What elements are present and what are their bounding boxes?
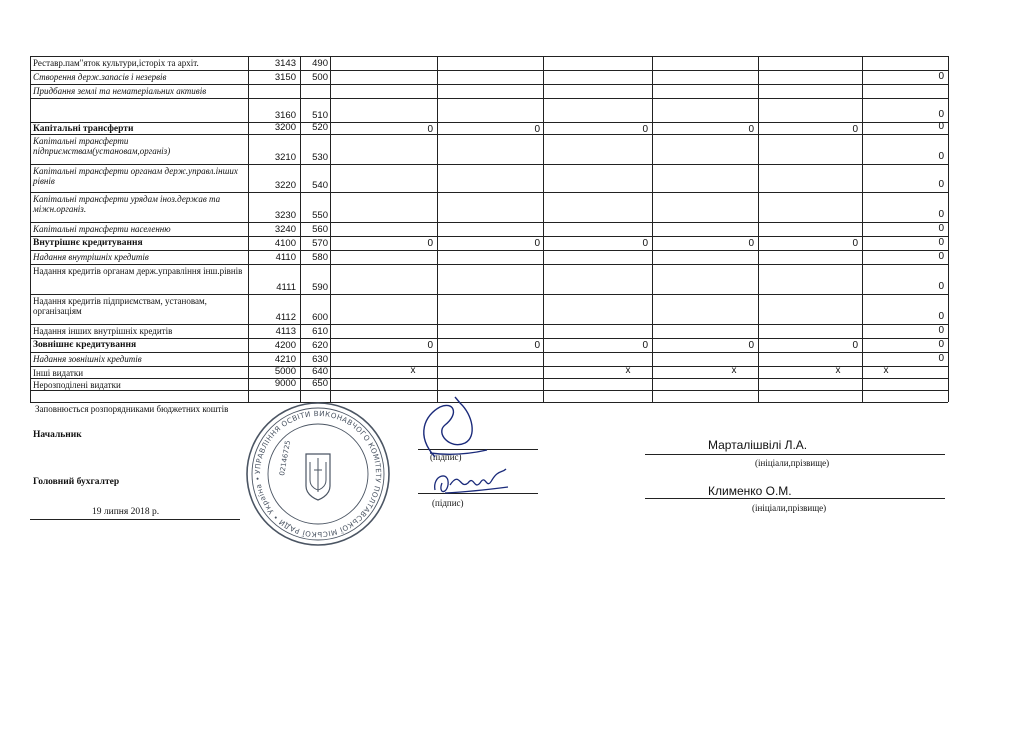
row-label: Надання зовнішніх кредитів	[33, 354, 142, 364]
row-code: 4112	[275, 312, 296, 323]
value-cell: 0	[534, 124, 540, 135]
value-cell: 0	[642, 340, 648, 351]
row-code: 4200	[274, 340, 296, 351]
table-gridline	[30, 250, 948, 251]
row-line-number: 590	[312, 282, 328, 293]
row-label: Капітальні трансферти	[33, 124, 134, 134]
table-gridline	[30, 98, 948, 99]
chief-initials-caption: (ініціали,прізвище)	[752, 503, 827, 513]
value-cell: x	[883, 365, 889, 376]
table-gridline	[948, 56, 949, 402]
table-gridline	[30, 56, 948, 57]
chief-sign-caption: (підпис)	[432, 498, 464, 508]
row-line-number: 600	[312, 312, 328, 323]
row-code: 5000	[274, 366, 296, 377]
row-line-number: 530	[312, 152, 328, 163]
table-gridline	[652, 56, 653, 402]
value-cell: 0	[534, 238, 540, 249]
svg-text:УПРАВЛІННЯ ОСВІТИ ВИКОНАВЧОГО: УПРАВЛІННЯ ОСВІТИ ВИКОНАВЧОГО КОМІТЕТУ ПОЛТАВСЬКОЇ МІСЬКОЇ РАДИ • Україна •	[252, 408, 384, 540]
row-line-number: 640	[312, 366, 328, 377]
value-cell: 0	[938, 325, 944, 336]
value-cell: 0	[852, 340, 858, 351]
row-label: Надання інших внутрішніх кредитів	[33, 326, 173, 336]
value-cell: 0	[427, 340, 433, 351]
table-gridline	[30, 352, 948, 353]
row-label: Капітальні трансферти урядам іноз.держав та міжн.організ.	[33, 194, 221, 214]
row-line-number: 570	[312, 238, 328, 249]
value-cell: 0	[938, 109, 944, 120]
row-code: 3220	[274, 180, 296, 191]
value-cell: x	[625, 365, 631, 376]
table-gridline	[30, 134, 948, 135]
table-gridline	[862, 56, 863, 402]
table-gridline	[248, 56, 249, 402]
value-cell: 0	[642, 238, 648, 249]
table-gridline	[30, 56, 31, 402]
row-label: Зовнішнє кредитування	[33, 340, 137, 350]
value-cell: 0	[852, 238, 858, 249]
value-cell: 0	[427, 124, 433, 135]
value-cell: x	[835, 365, 841, 376]
row-code: 4113	[275, 326, 296, 337]
report-date: 19 липня 2018 р.	[92, 507, 160, 517]
table-gridline	[30, 222, 948, 223]
head-name: Марталішвілі Л.А.	[708, 438, 808, 452]
value-cell: 0	[748, 340, 754, 351]
row-line-number: 620	[312, 340, 328, 351]
table-gridline	[30, 164, 948, 165]
value-cell: x	[410, 365, 416, 376]
value-cell: 0	[852, 124, 858, 135]
row-code: 3150	[274, 72, 296, 83]
value-cell: 0	[427, 238, 433, 249]
row-code: 3160	[274, 110, 296, 121]
table-gridline	[30, 324, 948, 325]
table-gridline	[758, 56, 759, 402]
value-cell: 0	[938, 251, 944, 262]
row-line-number: 520	[312, 122, 328, 133]
row-label: Реставр.пам"яток культури,історіх та архіт.	[33, 58, 199, 68]
row-code: 3143	[274, 58, 296, 69]
value-cell: 0	[938, 353, 944, 364]
value-cell: 0	[938, 121, 944, 132]
table-gridline	[437, 56, 438, 402]
row-line-number: 580	[312, 252, 328, 263]
value-cell: 0	[748, 124, 754, 135]
value-cell: 0	[748, 238, 754, 249]
value-cell: 0	[938, 209, 944, 220]
table-gridline	[543, 56, 544, 402]
table-gridline	[30, 236, 948, 237]
row-label: Нерозподілені видатки	[33, 380, 121, 390]
value-cell: 0	[938, 339, 944, 350]
row-label: Надання кредитів підприємствам, установам, організаціям	[33, 296, 207, 316]
row-line-number: 560	[312, 224, 328, 235]
row-label: Капітальні трансферти підприємствам(установам,організ)	[33, 136, 171, 156]
row-line-number: 510	[312, 110, 328, 121]
row-line-number: 610	[312, 326, 328, 337]
value-cell: 0	[938, 223, 944, 234]
head-signature	[405, 395, 495, 470]
row-line-number: 550	[312, 210, 328, 221]
row-code: 3200	[274, 122, 296, 133]
row-line-number: 490	[312, 58, 328, 69]
value-cell: 0	[938, 281, 944, 292]
table-gridline	[330, 56, 331, 402]
value-cell: 0	[938, 237, 944, 248]
table-gridline	[30, 192, 948, 193]
table-gridline	[30, 70, 948, 71]
table-gridline	[30, 264, 948, 265]
table-gridline	[30, 294, 948, 295]
chief-signature	[430, 465, 510, 500]
svg-text:02146725: 02146725	[278, 439, 293, 477]
row-label: Капітальні трансферти населенню	[33, 224, 171, 234]
footer-note: Заповнюється розпорядниками бюджетних коштів	[35, 404, 229, 414]
row-label: Капітальні трансферти органам держ.управл.інших рівнів	[33, 166, 238, 186]
row-code: 9000	[274, 378, 296, 389]
row-label: Надання кредитів органам держ.управління інш.рівнів	[33, 266, 243, 276]
table-gridline	[30, 84, 948, 85]
head-sign-caption: (підпис)	[430, 452, 462, 462]
row-line-number: 500	[312, 72, 328, 83]
table-gridline	[30, 378, 948, 379]
row-label: Створення держ.запасів і незервів	[33, 72, 167, 82]
table-gridline	[30, 390, 948, 391]
table-gridline	[30, 122, 948, 123]
official-stamp	[244, 400, 392, 548]
value-cell: 0	[534, 340, 540, 351]
row-line-number: 650	[312, 378, 328, 389]
value-cell: 0	[938, 311, 944, 322]
row-code: 3240	[274, 224, 296, 235]
row-line-number: 540	[312, 180, 328, 191]
row-code: 3230	[274, 210, 296, 221]
chief-title: Головний бухгалтер	[33, 477, 120, 487]
value-cell: 0	[938, 179, 944, 190]
head-title: Начальник	[33, 430, 82, 440]
row-label: Придбання землі та нематеріальних активів	[33, 86, 207, 96]
row-code: 4111	[276, 282, 296, 293]
chief-name: Клименко О.М.	[708, 484, 792, 498]
row-code: 3210	[274, 152, 296, 163]
value-cell: x	[731, 365, 737, 376]
row-code: 4110	[275, 252, 296, 263]
value-cell: 0	[938, 71, 944, 82]
row-label: Внутрішнє кредитування	[33, 238, 143, 248]
head-initials-caption: (ініціали,прізвище)	[755, 458, 830, 468]
row-code: 4100	[274, 238, 296, 249]
row-label: Інші видатки	[33, 368, 84, 378]
table-gridline	[30, 366, 948, 367]
row-line-number: 630	[312, 354, 328, 365]
value-cell: 0	[938, 151, 944, 162]
row-code: 4210	[274, 354, 296, 365]
table-gridline	[30, 338, 948, 339]
value-cell: 0	[642, 124, 648, 135]
row-label: Надання внутрішніх кредитів	[33, 252, 149, 262]
